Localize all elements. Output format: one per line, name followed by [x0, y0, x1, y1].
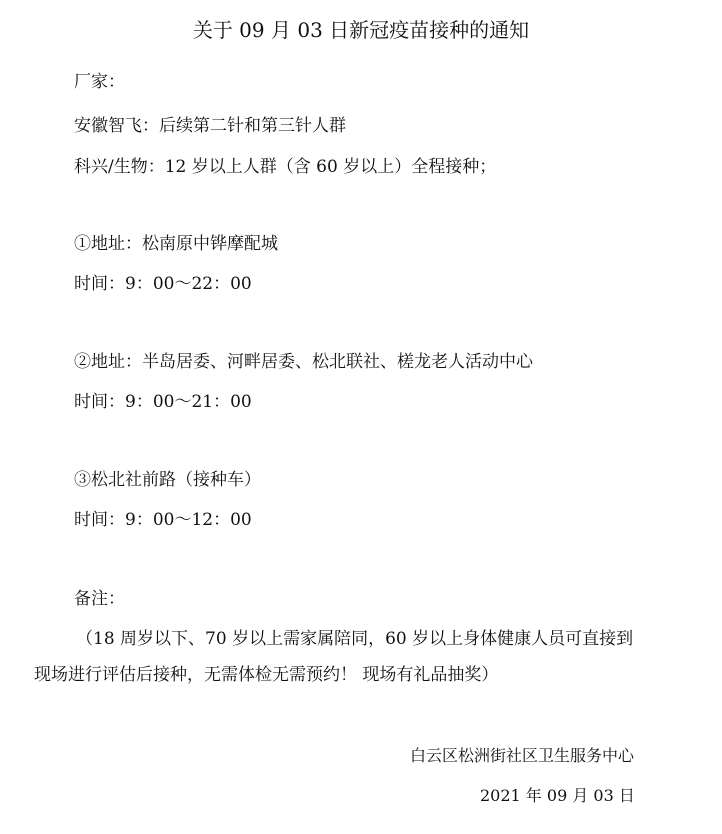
manufacturer-label: 厂家： — [74, 72, 125, 92]
remarks-line-1: （18 周岁以下、70 岁以上需家属陪同，60 岁以上身体健康人员可直接到 — [76, 629, 634, 649]
site3-time: 时间：9：00～12：00 — [74, 510, 252, 530]
anhui-zhifei-line: 安徽智飞：后续第二针和第三针人群 — [74, 116, 346, 136]
notice-title: 关于 09 月 03 日新冠疫苗接种的通知 — [192, 18, 530, 42]
site1-address: ①地址：松南原中铧摩配城 — [74, 234, 278, 254]
site3-address: ③松北社前路（接种车） — [74, 470, 261, 490]
issue-date: 2021 年 09 月 03 日 — [480, 786, 635, 805]
site2-time: 时间：9：00～21：00 — [74, 392, 252, 412]
issuer-name: 白云区松洲街社区卫生服务中心 — [410, 746, 635, 765]
site1-time: 时间：9：00～22：00 — [74, 274, 252, 294]
remarks-label: 备注： — [74, 589, 125, 609]
site2-address: ②地址：半岛居委、河畔居委、松北联社、槎龙老人活动中心 — [74, 352, 533, 372]
remarks-line-2: 现场进行评估后接种，无需体检无需预约！ 现场有礼品抽奖） — [34, 665, 499, 685]
sinovac-line: 科兴/生物：12 岁以上人群（含 60 岁以上）全程接种； — [74, 157, 497, 177]
